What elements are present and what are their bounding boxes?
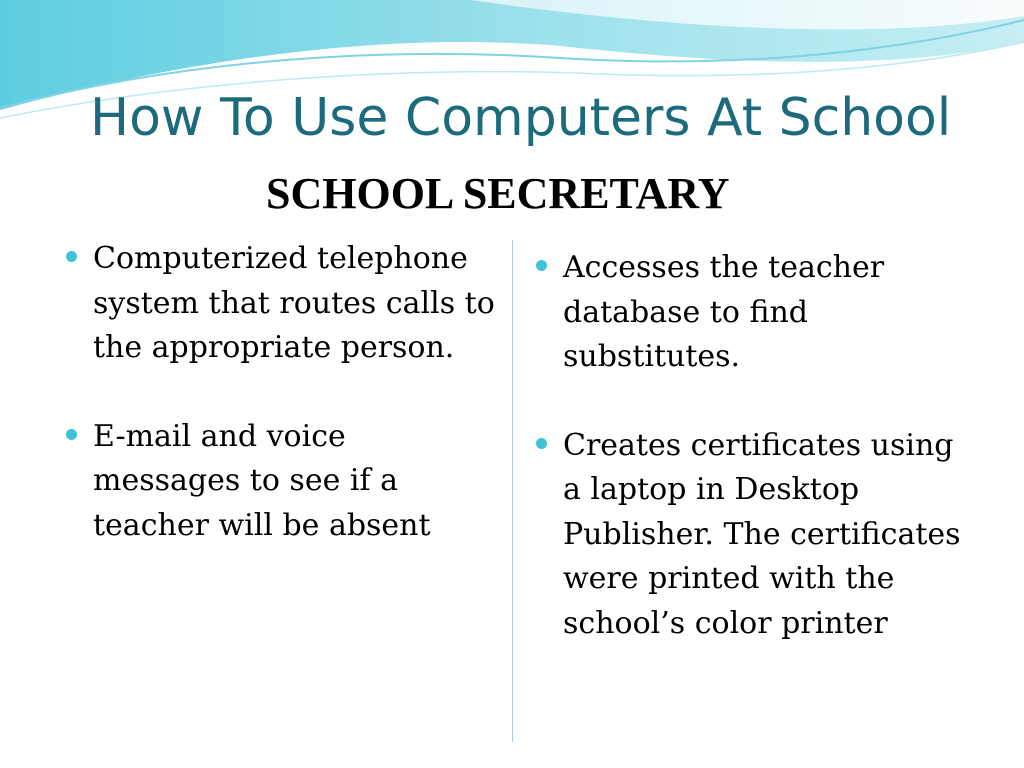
bullet-item — [60, 237, 500, 371]
slide-title: How To Use Computers At School — [90, 88, 952, 148]
bullet-text: Computerized telephone system that routes calls to the appropriate person. — [93, 241, 495, 365]
slide-subtitle: SCHOOL SECRETARY — [266, 169, 730, 218]
bullet-dot-icon — [66, 251, 77, 262]
bullet-item — [530, 246, 970, 380]
bullet-dot-icon — [536, 438, 547, 449]
bullet-text: Accesses the teacher database to find substitutes. — [563, 250, 885, 374]
column-divider — [512, 240, 513, 742]
bullet-item — [60, 415, 500, 549]
bullet-dot-icon — [66, 429, 77, 440]
left-bullet-list — [60, 237, 500, 548]
bullet-item — [530, 424, 970, 647]
bullet-text: Creates certificates using a laptop in Desktop Publisher. The certificates were printed with the school’s color printer — [563, 427, 961, 641]
bullet-dot-icon — [536, 260, 547, 271]
bullet-text: E-mail and voice messages to see if a teacher will be absent — [93, 418, 431, 543]
right-bullet-list — [530, 246, 970, 646]
